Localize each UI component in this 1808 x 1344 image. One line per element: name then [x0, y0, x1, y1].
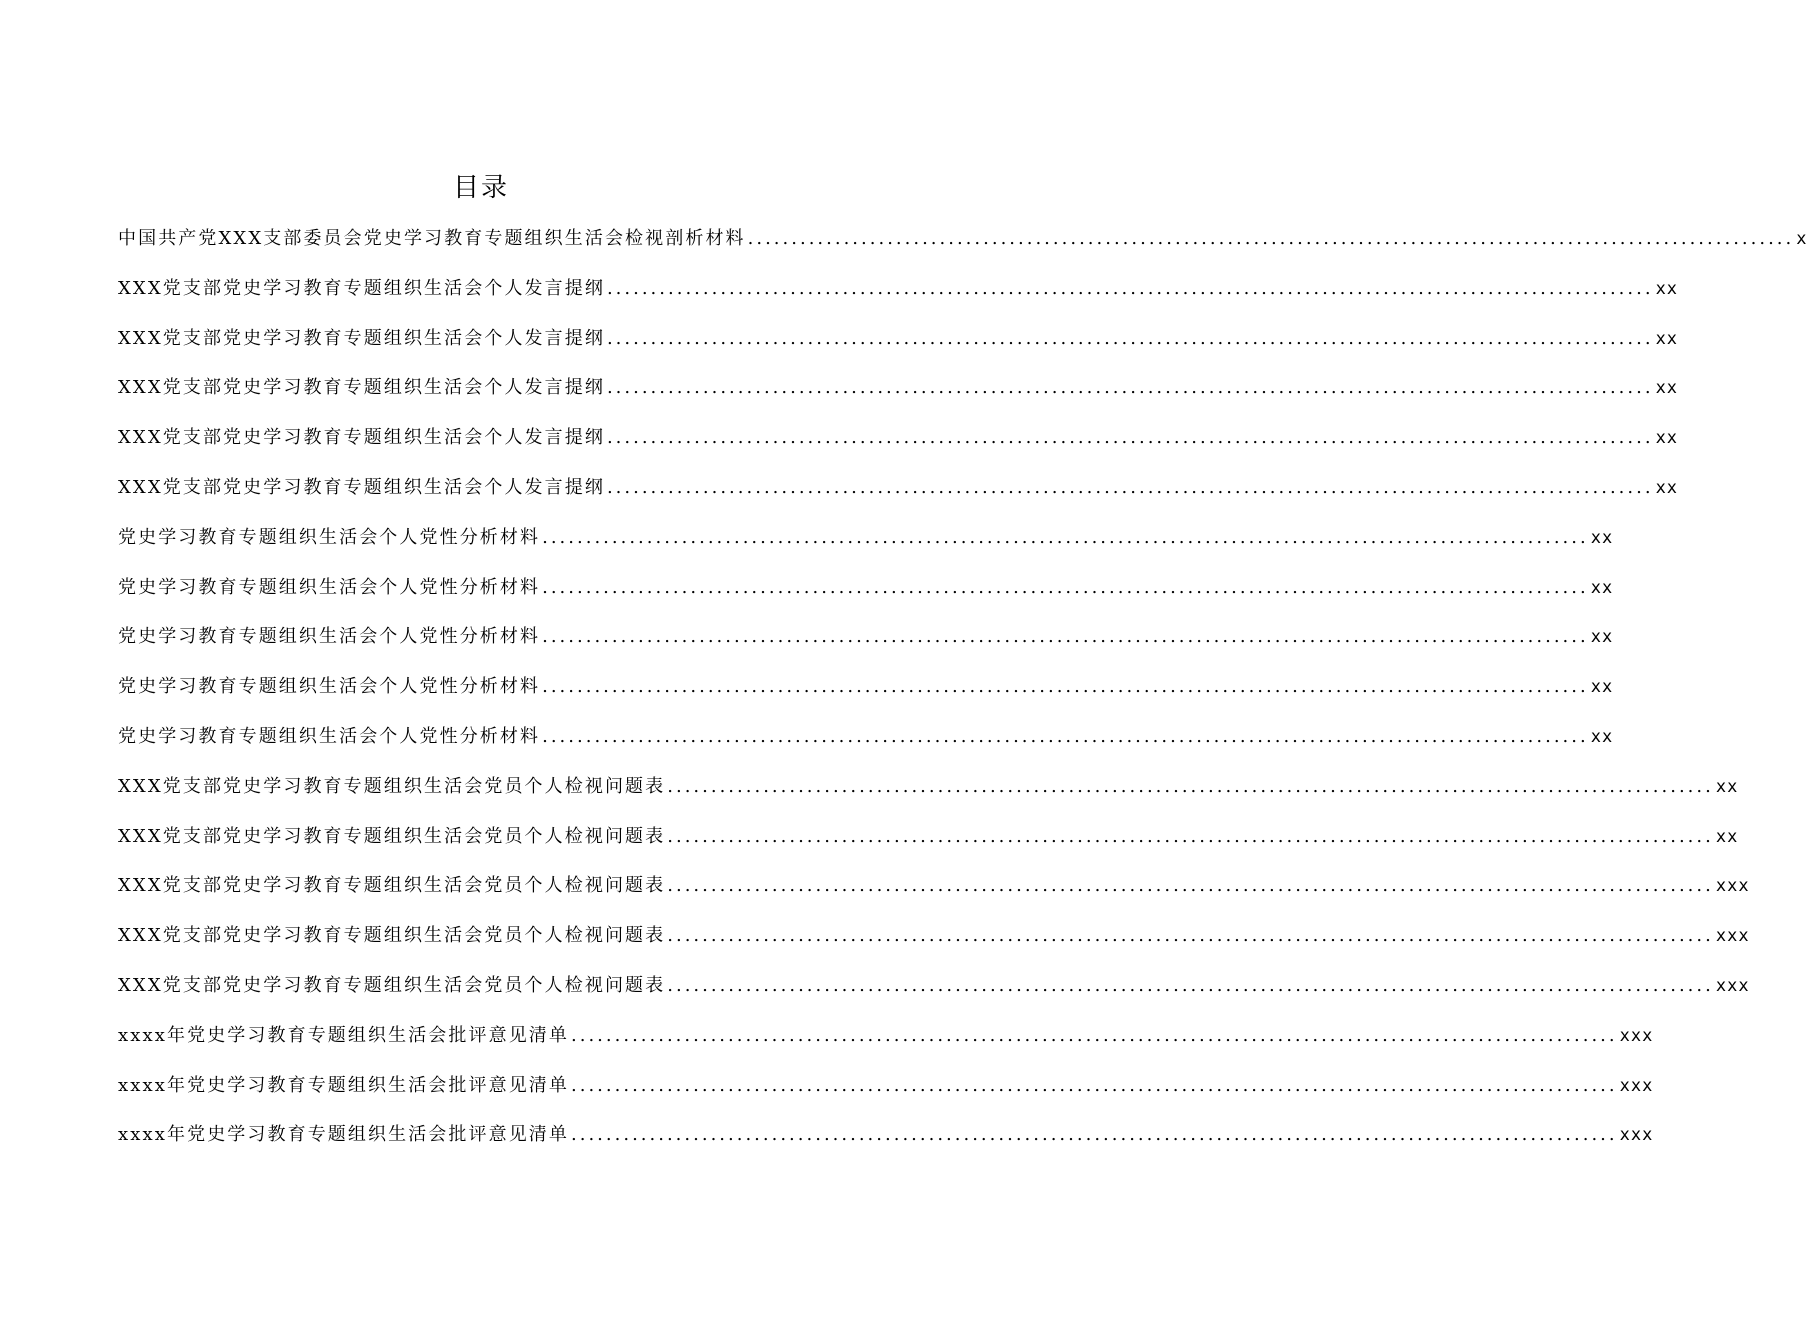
toc-entry-page-number: xxx: [1619, 1125, 1654, 1146]
toc-dot-leader: ........................................................................................................................: [542, 576, 1589, 598]
toc-entry[interactable]: [118, 571, 1614, 621]
toc-entry-title: XXX党支部党史学习教育专题组织生活会党员个人检视问题表: [118, 925, 666, 947]
toc-entry-page-number: xxx: [1619, 1075, 1654, 1096]
toc-entry[interactable]: [118, 1069, 1654, 1119]
toc-entry-title: 党史学习教育专题组织生活会个人党性分析材料: [118, 576, 541, 598]
toc-entry[interactable]: [118, 471, 1679, 521]
toc-entry[interactable]: [118, 521, 1614, 571]
toc-entry-page-number: xx: [1655, 378, 1679, 399]
toc-entry-page-number: xx: [1655, 278, 1679, 299]
toc-dot-leader: ........................................................................................................................: [747, 228, 1795, 249]
toc-entry-page-number: xx: [1655, 328, 1679, 349]
toc-dot-leader: ........................................................................................................................: [542, 526, 1589, 548]
toc-entry[interactable]: [118, 322, 1679, 372]
toc-entry-page-number: xx: [1655, 477, 1679, 498]
toc-entry[interactable]: [118, 969, 1750, 1019]
toc-entry[interactable]: [118, 820, 1739, 870]
toc-entry-page-number: xx: [1655, 428, 1679, 449]
toc-entry-page-number: xx: [1590, 577, 1614, 598]
toc-dot-leader: ........................................................................................................................: [571, 1124, 1618, 1146]
toc-list: [118, 222, 1808, 1168]
toc-entry[interactable]: [118, 371, 1679, 421]
toc-entry-title: 党史学习教育专题组织生活会个人党性分析材料: [118, 676, 541, 698]
toc-entry-title: xxxx年党史学习教育专题组织生活会批评意见清单: [118, 1124, 570, 1146]
toc-dot-leader: ........................................................................................................................: [542, 626, 1589, 648]
toc-entry-page-number: xx: [1590, 726, 1614, 747]
toc-entry[interactable]: [118, 222, 1808, 272]
toc-dot-leader: ........................................................................................................................: [606, 427, 1654, 449]
toc-entry[interactable]: [118, 670, 1614, 720]
toc-dot-leader: ........................................................................................................................: [667, 775, 1714, 797]
toc-dot-leader: ........................................................................................................................: [606, 327, 1654, 349]
toc-entry-title: XXX党支部党史学习教育专题组织生活会个人发言提纲: [118, 277, 605, 299]
toc-entry[interactable]: [118, 421, 1679, 471]
toc-entry-title: xxxx年党史学习教育专题组织生活会批评意见清单: [118, 1024, 570, 1046]
toc-entry[interactable]: [118, 770, 1739, 820]
toc-entry[interactable]: [118, 1019, 1654, 1069]
toc-dot-leader: ........................................................................................................................: [606, 277, 1654, 299]
toc-dot-leader: ........................................................................................................................: [667, 875, 1714, 897]
toc-dot-leader: ........................................................................................................................: [667, 974, 1714, 996]
toc-entry-title: XXX党支部党史学习教育专题组织生活会个人发言提纲: [118, 377, 605, 399]
toc-entry-page-number: xxx: [1715, 926, 1750, 947]
toc-entry-title: XXX党支部党史学习教育专题组织生活会党员个人检视问题表: [118, 875, 666, 897]
toc-entry-title: 党史学习教育专题组织生活会个人党性分析材料: [118, 626, 541, 648]
toc-entry-page-number: xx: [1715, 826, 1739, 847]
toc-entry-page-number: xx: [1715, 776, 1739, 797]
toc-entry-title: XXX党支部党史学习教育专题组织生活会党员个人检视问题表: [118, 775, 666, 797]
toc-dot-leader: ........................................................................................................................: [667, 825, 1714, 847]
toc-entry-title: XXX党支部党史学习教育专题组织生活会党员个人检视问题表: [118, 825, 666, 847]
toc-entry-title: XXX党支部党史学习教育专题组织生活会个人发言提纲: [118, 427, 605, 449]
toc-entry-page-number: xxx: [1619, 1025, 1654, 1046]
toc-dot-leader: ........................................................................................................................: [542, 725, 1589, 747]
toc-entry-title: XXX党支部党史学习教育专题组织生活会个人发言提纲: [118, 327, 605, 349]
toc-entry[interactable]: [118, 620, 1614, 670]
toc-entry[interactable]: [118, 869, 1750, 919]
toc-entry-title: XXX党支部党史学习教育专题组织生活会个人发言提纲: [118, 476, 605, 498]
toc-entry-page-number: xx: [1590, 677, 1614, 698]
toc-entry-page-number: xxx: [1715, 975, 1750, 996]
toc-entry[interactable]: [118, 272, 1679, 322]
toc-dot-leader: ........................................................................................................................: [667, 925, 1714, 947]
toc-entry-page-number: xxx: [1715, 876, 1750, 897]
toc-dot-leader: ........................................................................................................................: [606, 377, 1654, 399]
toc-dot-leader: ........................................................................................................................: [571, 1074, 1618, 1096]
toc-entry-page-number: xx: [1590, 627, 1614, 648]
toc-entry-title: 党史学习教育专题组织生活会个人党性分析材料: [118, 725, 541, 747]
toc-entry-title: 中国共产党XXX支部委员会党史学习教育专题组织生活会检视剖析材料: [118, 228, 746, 249]
toc-dot-leader: ........................................................................................................................: [606, 476, 1654, 498]
toc-entry-page-number: xx: [1590, 527, 1614, 548]
toc-entry[interactable]: [118, 1118, 1654, 1168]
toc-entry[interactable]: [118, 720, 1614, 770]
toc-title: 目录: [452, 173, 509, 203]
toc-dot-leader: ........................................................................................................................: [542, 676, 1589, 698]
toc-entry[interactable]: [118, 919, 1750, 969]
toc-entry-title: 党史学习教育专题组织生活会个人党性分析材料: [118, 526, 541, 548]
toc-entry-title: XXX党支部党史学习教育专题组织生活会党员个人检视问题表: [118, 974, 666, 996]
toc-entry-page-number: x: [1796, 229, 1808, 249]
toc-entry-title: xxxx年党史学习教育专题组织生活会批评意见清单: [118, 1074, 570, 1096]
toc-dot-leader: ........................................................................................................................: [571, 1024, 1618, 1046]
